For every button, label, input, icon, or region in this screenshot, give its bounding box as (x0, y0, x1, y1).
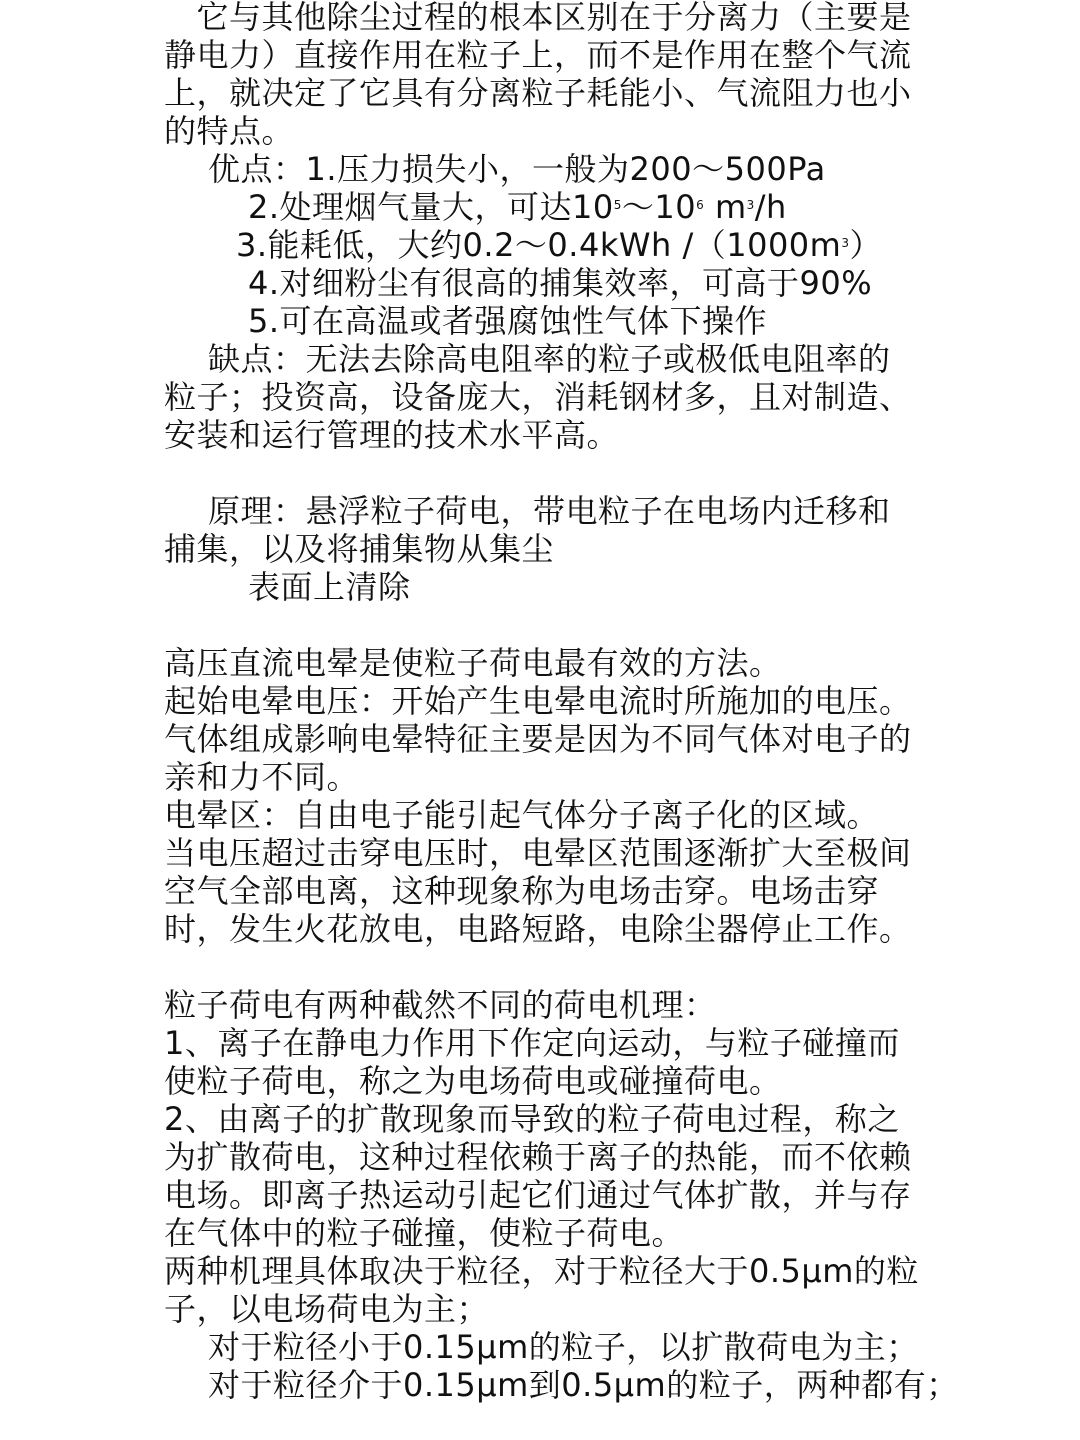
charging-line-4: 2、由离子的扩散现象而导致的粒子荷电过程，称之 (164, 1100, 900, 1138)
corona-line-6: 当电压超过击穿电压时，电晕区范围逐渐扩大至极间 (164, 834, 912, 872)
corona-line-2: 起始电晕电压：开始产生电晕电流时所施加的电压。 (164, 682, 912, 720)
charging-line-2: 1、离子在静电力作用下作定向运动，与粒子碰撞而 (164, 1024, 900, 1062)
disadvantages-line-1: 缺点：无法去除高电阻率的粒子或极低电阻率的 (208, 340, 891, 378)
advantage-item-3-text: 3.能耗低，大约0.2～0.4kWh /（1000m (236, 226, 842, 264)
advantage-item-5: 5.可在高温或者强腐蚀性气体下操作 (248, 302, 768, 340)
superscript-3: 3 (746, 198, 755, 212)
corona-line-1: 高压直流电晕是使粒子荷电最有效的方法。 (164, 644, 782, 682)
superscript-6: 6 (696, 198, 705, 212)
advantage-item-4: 4.对细粉尘有很高的捕集效率，可高于90% (248, 264, 873, 302)
intro-line-4: 的特点。 (164, 112, 295, 150)
corona-line-5: 电晕区：自由电子能引起气体分子离子化的区域。 (164, 796, 880, 834)
superscript-3b: 3 (841, 236, 850, 250)
principle-line-3: 表面上清除 (248, 568, 411, 606)
charging-line-5: 为扩散荷电，这种过程依赖于离子的热能，而不依赖 (164, 1138, 912, 1176)
charging-line-8: 两种机理具体取决于粒径，对于粒径大于0.5μm的粒 (164, 1252, 919, 1290)
charging-line-11: 对于粒径介于0.15μm到0.5μm的粒子，两种都有； (208, 1366, 959, 1404)
intro-line-1: 它与其他除尘过程的根本区别在于分离力（主要是 (164, 0, 912, 36)
intro-line-3: 上，就决定了它具有分离粒子耗能小、气流阻力也小 (164, 74, 912, 112)
charging-line-7: 在气体中的粒子碰撞，使粒子荷电。 (164, 1214, 685, 1252)
advantage-item-3 (236, 226, 882, 264)
principle-line-2: 捕集，以及将捕集物从集尘 (164, 530, 555, 568)
disadvantages-line-2: 粒子；投资高，设备庞大，消耗钢材多，且对制造、 (164, 378, 912, 416)
advantages-label: 优点： (208, 150, 306, 188)
principle-line-1: 原理：悬浮粒子荷电，带电粒子在电场内迁移和 (208, 492, 891, 530)
advantage-item-2-mid: ～10 (621, 188, 697, 226)
advantage-item-2-unit: m (704, 188, 747, 226)
charging-line-9: 子，以电场荷电为主； (164, 1290, 490, 1328)
charging-line-3: 使粒子荷电，称之为电场荷电或碰撞荷电。 (164, 1062, 782, 1100)
corona-line-3: 气体组成影响电晕特征主要是因为不同气体对电子的 (164, 720, 912, 758)
intro-line-2: 静电力）直接作用在粒子上，而不是作用在整个气流 (164, 36, 912, 74)
charging-line-1: 粒子荷电有两种截然不同的荷电机理： (164, 986, 717, 1024)
corona-line-4: 亲和力不同。 (164, 758, 360, 796)
advantage-item-2-tail: /h (754, 188, 787, 226)
superscript-5: 5 (613, 198, 622, 212)
advantage-item-2-text: 2.处理烟气量大，可达10 (248, 188, 614, 226)
corona-line-8: 时，发生火花放电，电路短路，电除尘器停止工作。 (164, 910, 912, 948)
advantage-item-2 (248, 188, 787, 226)
charging-line-6: 电场。即离子热运动引起它们通过气体扩散，并与存 (164, 1176, 912, 1214)
corona-line-7: 空气全部电离，这种现象称为电场击穿。电场击穿 (164, 872, 880, 910)
charging-line-10: 对于粒径小于0.15μm的粒子，以扩散荷电为主； (208, 1328, 919, 1366)
advantages-line-1 (208, 150, 826, 188)
advantage-item-3-tail: ） (849, 226, 882, 264)
advantage-item-1: 1.压力损失小，一般为200～500Pa (305, 150, 826, 188)
disadvantages-line-3: 安装和运行管理的技术水平高。 (164, 416, 620, 454)
